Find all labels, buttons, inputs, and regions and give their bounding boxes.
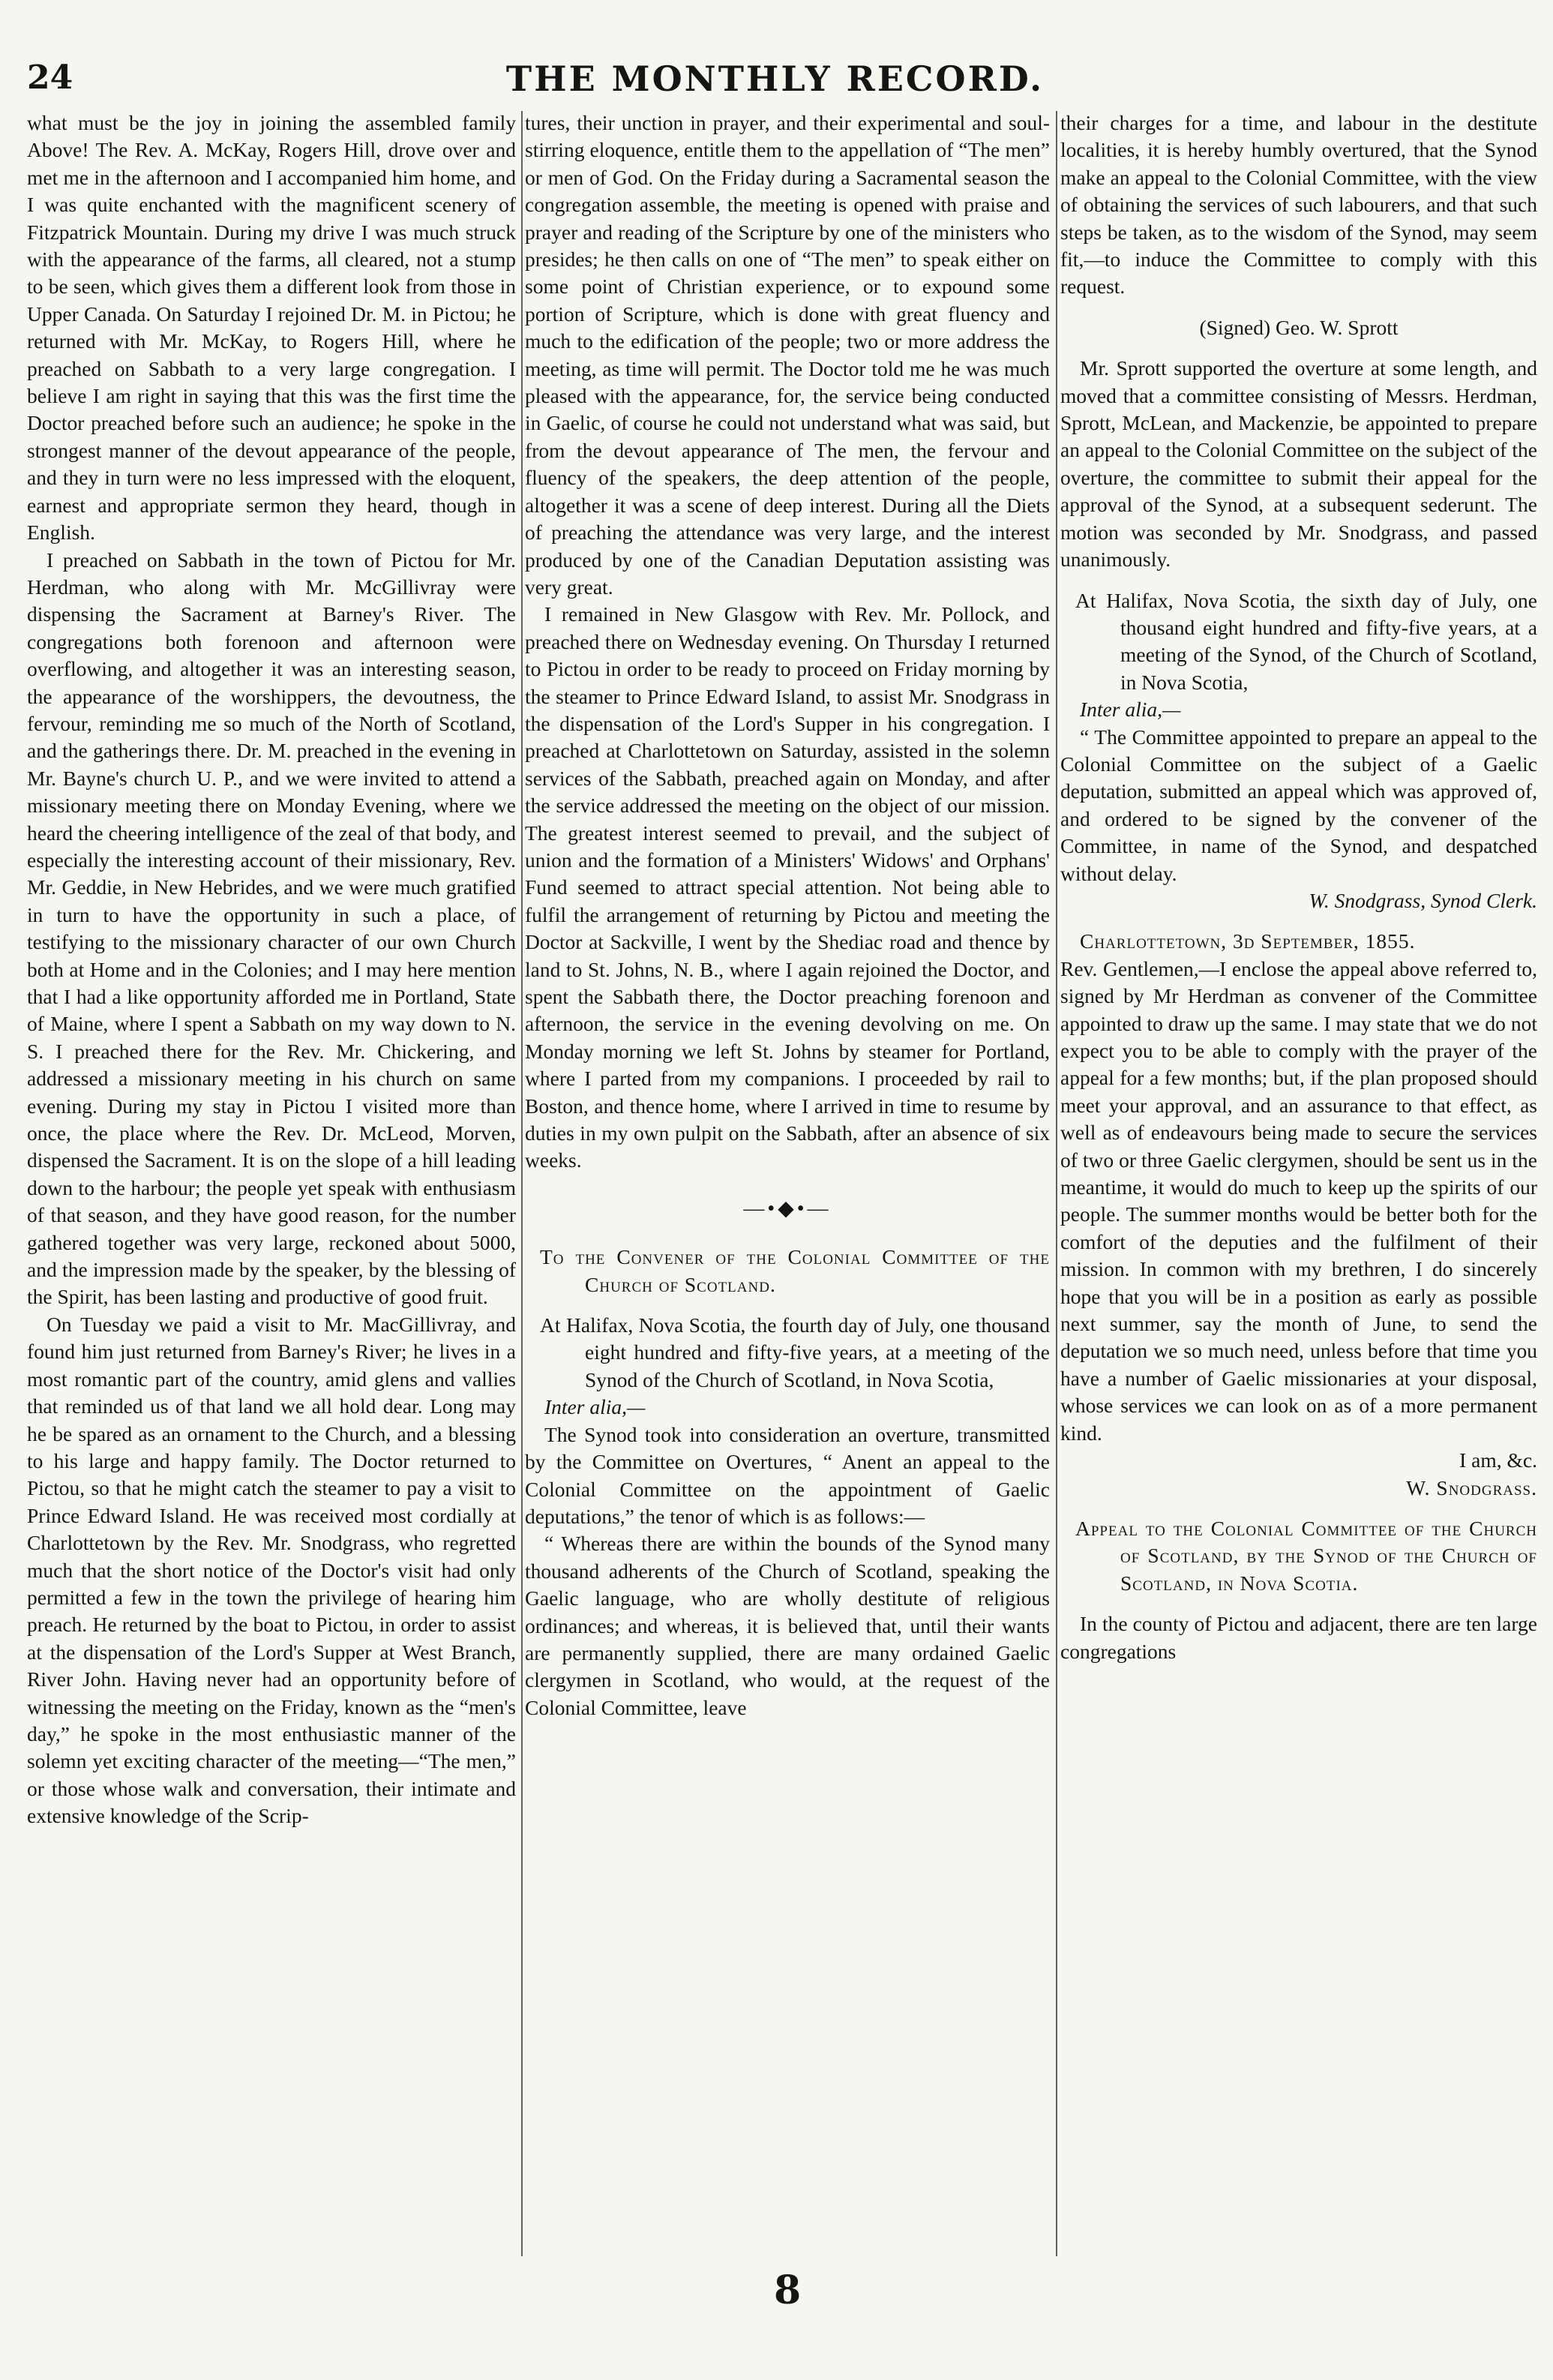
signature-snodgrass-2: W. Snodgrass. xyxy=(1406,1475,1537,1499)
column-divider-2 xyxy=(1056,111,1057,2256)
inter-alia-2: Inter alia,— xyxy=(1080,698,1181,722)
signature-mark: 8 xyxy=(774,2267,802,2313)
page-header xyxy=(27,59,1523,104)
inter-alia: Inter alia,— xyxy=(544,1395,646,1419)
paragraph-10: “ The Committee appointed to prepare an appeal to the Colonial Committee on the subject of a Gaelic deputation, submitted an appeal which was approved of, and ordered to be signed by the convener of the Committee, in name of the Synod, and despatched without delay. xyxy=(1060,725,1537,885)
paragraph-7: “ Whereas there are within the bounds of the Synod many thousand adherents of the Church of Scotland, speaking the Gaelic language, who are wholly destitute of religious ordinances; and whereas, it is believed that, until their wants are permanently supplied, there are many ordained Gaelic clergymen in Scotland, who would, at the request of the Colonial Committee, leave xyxy=(525,1532,1050,1719)
paragraph-9: Mr. Sprott supported the overture at some length, and moved that a committee consisting of Messrs. Herdman, Sprott, McLean, and Mackenzie, be appointed to prepare an appeal to the Colonial Committee on the subject of the overture, the committee to submit their appeal for the approval of the Synod, at a subsequent sederunt. The motion was seconded by Mr. Snodgrass, and passed unanimously. xyxy=(1060,356,1537,572)
paragraph-8: their charges for a time, and labour in the destitute localities, it is hereby humbly overtured, that the Synod make an appeal to the Colonial Committee, with the view of obtaining the services of such labourers, and that such steps be taken, as to the wisdom of the Synod, may seem fit,—to induce the Committee to comply with this request. xyxy=(1060,111,1537,299)
paragraph-11: Rev. Gentlemen,—I enclose the appeal above referred to, signed by Mr Herdman as convener of the Committee appointed to draw up the same. I may state that we do not expect you to be able to comply with the prayer of the appeal for a few months; but, if the plan proposed should meet your approval, and an assurance to that effect, as well as of endeavours being made to secure the services of two or three Gaelic clergymen, should be sent us in the meantime, it would do much to keep up the spirits of our people. The summer months would be better both for the comfort of the deputies and the fulfilment of their mission. In common with my brethren, I do sincerely hope that you will be in a position as early as possible next summer, say the month of June, to send the deputation we so much need, unless before that time you have a number of Gaelic missionaries at your disposal, whose services we can look on as of a more permanent kind. xyxy=(1060,956,1537,1445)
synod-place-date: At Halifax, Nova Scotia, the fourth day of July, one thousand eight hundred and fifty-five years, at a meeting of the Synod of the Church of Scotland, in Nova Scotia, xyxy=(540,1313,1050,1391)
paragraph-2: I preached on Sabbath in the town of Pictou for Mr. Herdman, who along with Mr. McGillivray were dispensing the Sacrament at Barney's River. The congregations both forenoon and afternoon were overflowing, and altogether it was an interesting season, the appearance of the worshippers, the devoutness, the fervour, reminding me so much of the North of Scotland, and the gatherings there. Dr. M. preached in the evening in Mr. Bayne's church U. P., and we were invited to attend a missionary meeting there on Monday Evening, where we heard the cheering intelligence of the zeal of that body, and especially the interesting account of their missionary, Rev. Mr. Geddie, in New Hebrides, and we were much gratified in turn to have the opportunity in such a place, of testifying to the missionary character of our own Church both at Home and in the Colonies; and I may here mention that I had a like opportunity afforded me in Portland, State of Maine, where I spent a Sabbath on my way down to N. S. I preached there for the Rev. Mr. Chickering, and addressed a missionary meeting in his church on same evening. During my stay in Pictou I visited more than once, the place where the Rev. Dr. McLeod, Morven, dispensed the Sacrament. It is on the slope of a hill leading down to the harbour; the people yet speak with enthusiasm of that season, and they have good reason, for the number gathered together was very large, reckoned about 5000, and the impression made by the speaker, by the blessing of the Spirit, has been lasting and productive of good fruit. xyxy=(27,548,516,1309)
column-1 xyxy=(27,110,516,2262)
signature-sprott: (Signed) Geo. W. Sprott xyxy=(1199,315,1399,339)
paragraph-1: what must be the joy in joining the assembled family Above! The Rev. A. McKay, Rogers Hill, drove over and met me in the afternoon and I accompanied him home, and I was quite enchanted with the magnificent scenery of Fitzpatrick Mountain. During my drive I was much struck with the appearance of the farms, all cleared, not a stump to be seen, which gives them a different look from those in Upper Canada. On Saturday I rejoined Dr. M. in Pictou; he returned with Mr. McKay, to Rogers Hill, where he preached on Sabbath to a very large congregation. I believe I am right in saying that this was the first time the Doctor preached before such an audience; he spoke in the strongest manner of the devout appearance of the people, and they in turn were no less impressed with the eloquent, earnest and appropriate sermon they heard, though in English. xyxy=(27,111,516,545)
paragraph-5: I remained in New Glasgow with Rev. Mr. Pollock, and preached there on Wednesday evening. On Thursday I returned to Pictou in order to be ready to proceed on Friday morning by the steamer to Prince Edward Island, to assist Mr. Snodgrass in the dispensation of the Lord's Supper in his congregation. I preached at Charlottetown on Saturday, assisted in the solemn services of the Sabbath, preached again on Monday, and after the service addressed the meeting on the object of our mission. The greatest interest seemed to prevail, and the subject of union and the formation of a Ministers' Widows' and Orphans' Fund seemed to attract special attention. Not being able to fulfil the arrangement of returning by Pictou and meeting the Doctor at Sackville, I went by the Shediac road and thence by land to St. Johns, N. B., where I again rejoined the Doctor, and spent the Sabbath there, the Doctor preaching forenoon and afternoon, the service in the evening devolving on me. On Monday morning we left St. Johns by steamer for Portland, where I parted from my companions. I proceeded by rail to Boston, and thence home, where I arrived in time to resume by duties in my own pulpit on the Sabbath, after an absence of six weeks. xyxy=(525,602,1050,1172)
journal-title: THE MONTHLY RECORD. xyxy=(505,59,1045,99)
column-2 xyxy=(525,110,1050,2262)
column-divider-1 xyxy=(521,111,523,2256)
paragraph-6: The Synod took into consideration an overture, transmitted by the Committee on Overtures, “ Anent an appeal to the Colonial Committee on the appointment of Gaelic deputations,” the tenor of which is as follows:— xyxy=(525,1422,1050,1528)
dateline: Charlottetown, 3d September, 1855. xyxy=(1080,929,1416,953)
paragraph-3: On Tuesday we paid a visit to Mr. MacGillivray, and found him just returned from Barney's River; he lives in a most romantic part of the country, amid glens and vallies that reminded us of that land we all hold dear. Long may he be spared as an ornament to the Church, and a blessing to his large and happy family. The Doctor returned to Pictou, so that he might catch the steamer to pay a visit to Prince Edward Island. He was received most cordially at Charlottetown by the Rev. Mr. Snodgrass, who regretted much that the short notice of the Doctor's visit had only permitted a few in the town the privilege of hearing him preach. He returned by the boat to Pictou, in order to assist at the dispensation of the Lord's Supper at West Branch, River John. Having never had an opportunity before of witnessing the meeting on the Friday, known as the “men's day,” he spoke in the most enthusiastic manner of the solemn yet exciting character of the meeting—“The men,” or those whose walk and conversation, their intimate and extensive knowledge of the Scrip- xyxy=(27,1312,516,1828)
appeal-heading: Appeal to the Colonial Committee of the Church of Scotland, by the Synod of the Church of Scotland, in Nova Scotia. xyxy=(1075,1516,1537,1595)
signature-snodgrass: W. Snodgrass, Synod Clerk. xyxy=(1309,888,1537,912)
section-ornament: —•◆•— xyxy=(743,1196,832,1220)
letter-heading: To the Convener of the Colonial Committee of the Church of Scotland. xyxy=(540,1245,1050,1296)
synod-place-date-2: At Halifax, Nova Scotia, the sixth day of July, one thousand eight hundred and fifty-five years, at a meeting of the Synod, of the Church of Scotland, in Nova Scotia, xyxy=(1075,588,1537,694)
closing: I am, &c. xyxy=(1459,1448,1537,1472)
paragraph-12: In the county of Pictou and adjacent, there are ten large congregations xyxy=(1060,1612,1537,1663)
page-number: 24 xyxy=(27,59,73,97)
column-3 xyxy=(1060,110,1537,2262)
paragraph-4: tures, their unction in prayer, and their experimental and soul-stirring eloquence, entitle them to the appellation of “The men” or men of God. On the Friday during a Sacramental season the congregation assemble, the meeting is opened with praise and prayer and reading of the Scripture by one of the ministers who presides; he then calls on one of “The men” to speak either on some point of Christian experience, or to expound some portion of Scripture, which is done with great fluency and much to the edification of the people; two or more address the meeting, as time will permit. The Doctor told me he was much pleased with the appearance, for, the service being conducted in Gaelic, of course he could not understand what was said, but from the devout appearance of The men, the fervour and fluency of the speakers, the deep attention of the people, altogether it was a scene of deep interest. During all the Diets of preaching the attendance was very large, and the interest produced by one of the Canadian Deputation assisting was very great. xyxy=(525,111,1050,599)
